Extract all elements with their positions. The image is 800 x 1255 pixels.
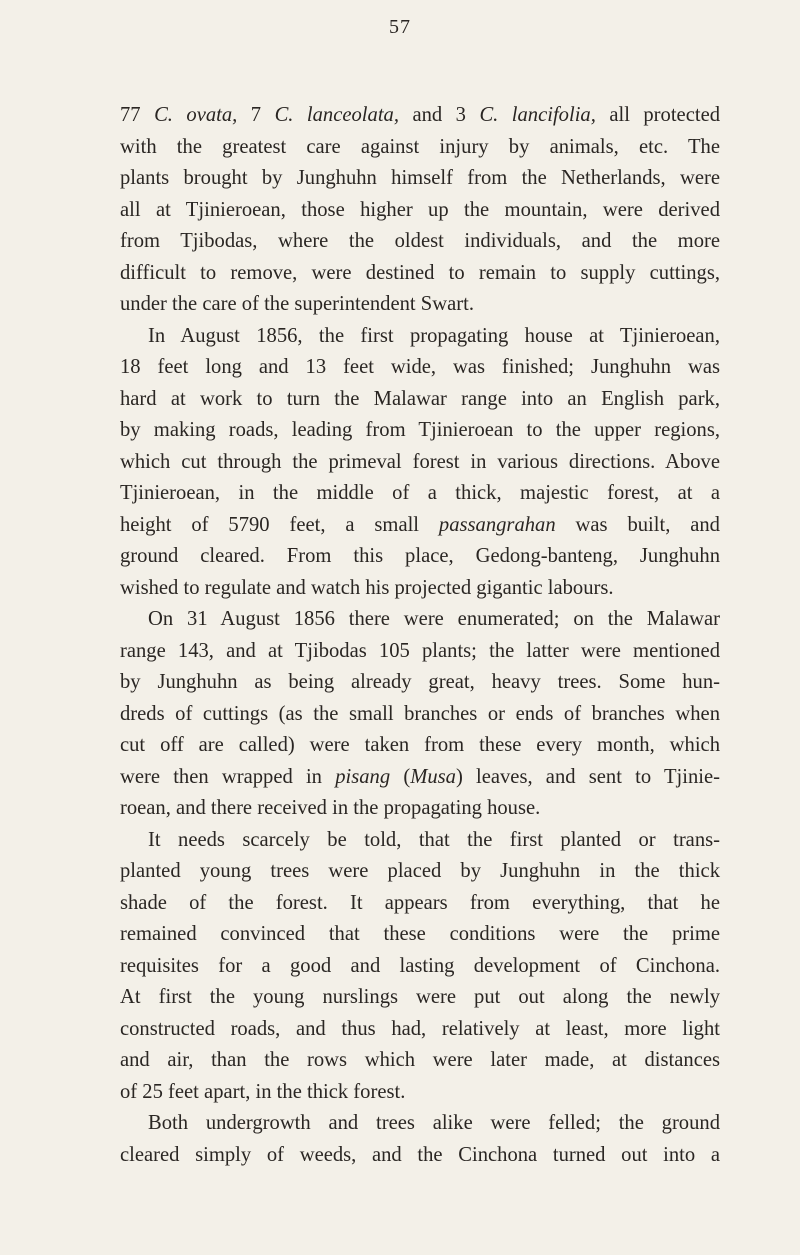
text-line bbox=[120, 699, 720, 731]
text-line bbox=[120, 604, 720, 636]
text-run: Tjinieroean, in the middle of a thick, majestic forest, at a bbox=[120, 482, 720, 504]
text-run: of 25 feet apart, in the thick forest. bbox=[120, 1080, 406, 1103]
page-number: 57 bbox=[389, 16, 411, 38]
text-line bbox=[120, 510, 720, 542]
italic-text: passangrahan bbox=[438, 513, 556, 536]
text-line bbox=[120, 226, 720, 258]
text-line bbox=[120, 825, 720, 857]
text-line bbox=[120, 573, 720, 605]
text-run: was built, and bbox=[555, 513, 720, 536]
text-line bbox=[120, 793, 720, 825]
text-run: At first the young nurslings were put out along the newly bbox=[120, 986, 720, 1008]
text-run: requisites for a good and lasting development of Cinchona. bbox=[120, 954, 720, 977]
text-line bbox=[120, 982, 720, 1014]
text-run: roean, and there received in the propagating house. bbox=[120, 797, 541, 819]
text-line bbox=[120, 384, 720, 416]
text-line bbox=[120, 415, 720, 447]
text-run: cut off are called) were taken from these every month, which bbox=[120, 734, 720, 756]
text-run: height of 5790 feet, a small bbox=[120, 513, 439, 536]
text-line bbox=[120, 321, 720, 353]
text-run: It needs scarcely be told, that the first planted or trans- bbox=[148, 828, 720, 851]
text-run: wished to regulate and watch his projected gigantic labours. bbox=[120, 576, 614, 599]
text-line bbox=[120, 258, 720, 290]
text-run: remained convinced that these conditions were the prime bbox=[120, 923, 720, 945]
text-run: constructed roads, and thus had, relatively at least, more light bbox=[120, 1017, 720, 1040]
text-line bbox=[120, 447, 720, 479]
text-line bbox=[120, 289, 720, 321]
text-run: all at Tjinieroean, those higher up the mountain, were derived bbox=[120, 198, 720, 221]
text-line bbox=[120, 1045, 720, 1077]
text-run: and 3 bbox=[399, 104, 480, 126]
text-line bbox=[120, 1108, 720, 1140]
body-text bbox=[120, 100, 720, 1171]
text-run: 77 bbox=[120, 104, 155, 126]
text-line bbox=[120, 132, 720, 164]
italic-text: C. lancifolia, bbox=[479, 104, 596, 126]
text-run: with the greatest care against injury by animals, etc. The bbox=[120, 135, 720, 158]
text-run: Both undergrowth and trees alike were felled; the ground bbox=[148, 1112, 720, 1134]
text-run: hard at work to turn the Malawar range into an English park, bbox=[120, 387, 720, 410]
text-run: planted young trees were placed by Junghuhn in the thick bbox=[120, 860, 720, 882]
text-line bbox=[120, 856, 720, 888]
text-run: from Tjibodas, where the oldest individuals, and the more bbox=[120, 230, 720, 252]
text-line bbox=[120, 100, 720, 132]
text-line bbox=[120, 163, 720, 195]
text-run: In August 1856, the first propagating house at Tjinieroean, bbox=[148, 324, 720, 347]
text-run: under the care of the superintendent Swart. bbox=[120, 293, 474, 315]
text-run: by Junghuhn as being already great, heavy trees. Some hun- bbox=[120, 671, 720, 693]
text-line bbox=[120, 667, 720, 699]
text-run: dreds of cuttings (as the small branches or ends of branches when bbox=[120, 702, 720, 725]
text-run: ( bbox=[390, 765, 411, 788]
text-line bbox=[120, 1077, 720, 1109]
text-run: all protected bbox=[595, 104, 721, 126]
text-line bbox=[120, 919, 720, 951]
italic-text: C. ovata, bbox=[154, 104, 238, 126]
text-run: shade of the forest. It appears from everything, that he bbox=[120, 891, 720, 914]
text-run: were then wrapped in bbox=[120, 765, 336, 788]
text-line bbox=[120, 888, 720, 920]
text-line bbox=[120, 951, 720, 983]
text-line bbox=[120, 762, 720, 794]
italic-text: C. lanceolata, bbox=[274, 104, 399, 126]
text-line bbox=[120, 541, 720, 573]
text-run: difficult to remove, were destined to remain to supply cuttings, bbox=[120, 261, 720, 284]
text-run: cleared simply of weeds, and the Cinchona turned out into a bbox=[120, 1143, 720, 1166]
italic-text: Musa bbox=[410, 765, 456, 788]
text-run: and air, than the rows which were later made, at distances bbox=[120, 1049, 720, 1071]
text-run: 7 bbox=[237, 104, 275, 126]
text-line bbox=[120, 730, 720, 762]
text-run: ) leaves, and sent to Tjinie- bbox=[455, 765, 720, 788]
text-run: range 143, and at Tjibodas 105 plants; the latter were mentioned bbox=[120, 639, 720, 662]
text-line bbox=[120, 352, 720, 384]
text-line bbox=[120, 195, 720, 227]
text-line bbox=[120, 1014, 720, 1046]
text-line bbox=[120, 1140, 720, 1172]
text-run: 18 feet long and 13 feet wide, was finished; Junghuhn was bbox=[120, 356, 720, 378]
text-run: ground cleared. From this place, Gedong-banteng, Junghuhn bbox=[120, 545, 720, 567]
italic-text: pisang bbox=[335, 765, 391, 788]
text-line bbox=[120, 478, 720, 510]
text-run: which cut through the primeval forest in various directions. Above bbox=[120, 450, 720, 473]
text-run: On 31 August 1856 there were enumerated; on the Malawar bbox=[148, 608, 720, 630]
text-line bbox=[120, 636, 720, 668]
text-run: by making roads, leading from Tjinieroean to the upper regions, bbox=[120, 419, 720, 441]
text-run: plants brought by Junghuhn himself from the Netherlands, were bbox=[120, 167, 720, 189]
